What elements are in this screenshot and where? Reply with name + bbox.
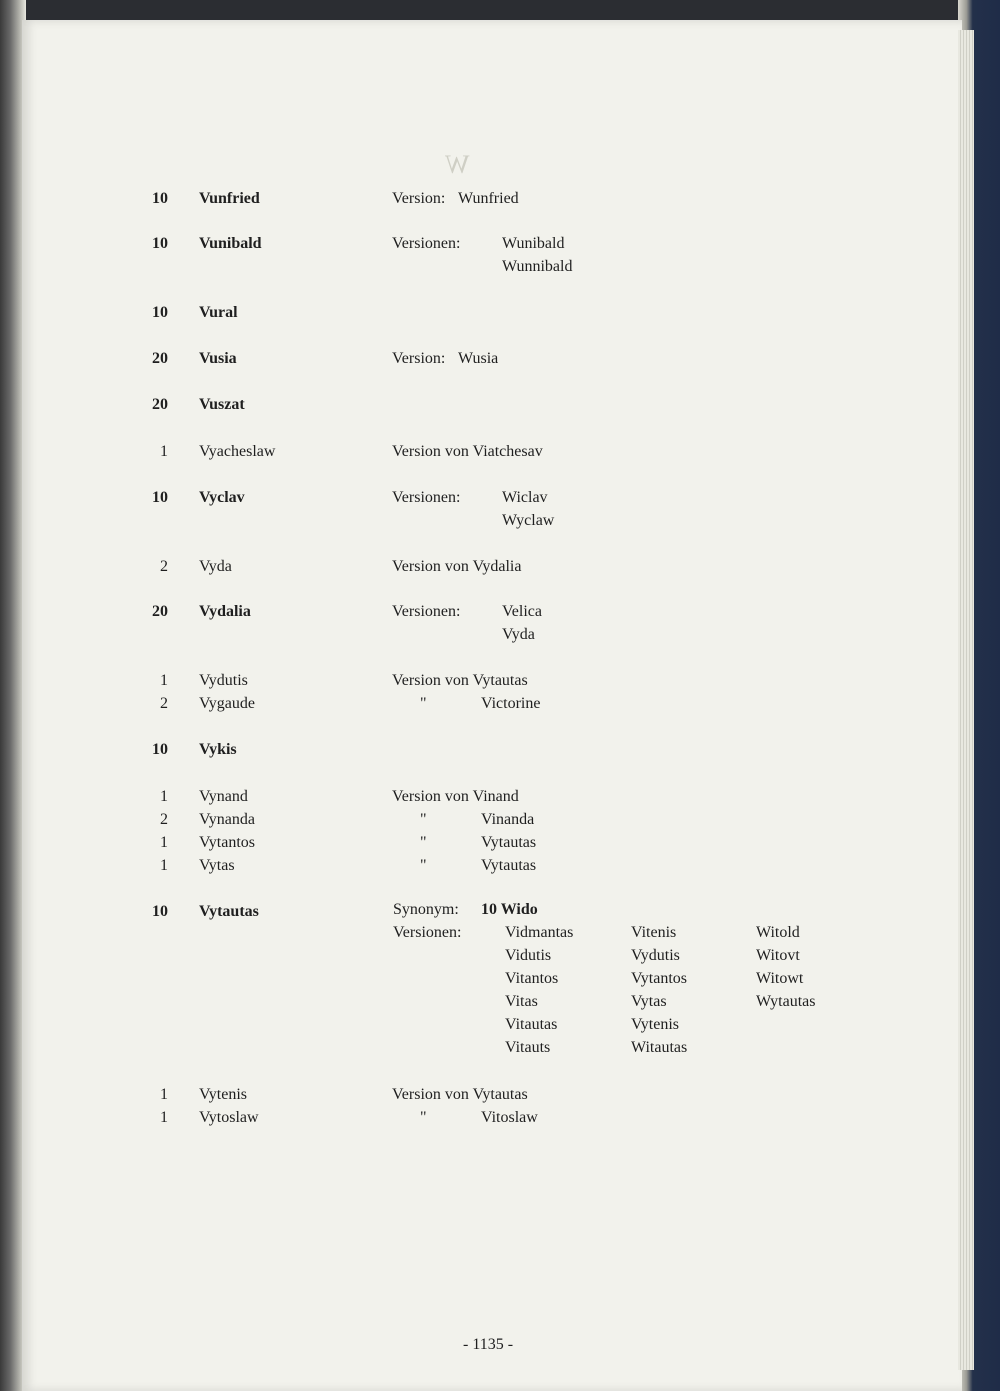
entry-note: Version: [392,350,446,367]
bleed-through-letter: W [445,150,470,179]
synonym-value: 10 Wido [481,901,538,918]
entry-name: Vuszat [199,396,245,413]
versions-label: Versionen: [393,924,462,941]
ditto-mark: " [420,811,427,828]
version-name: Vytenis [631,1016,679,1033]
entry-variant: Wusia [458,350,499,367]
ditto-mark: " [420,857,427,874]
entry-name: Vyda [199,558,232,575]
version-name: Vytantos [631,970,687,987]
entry-count: 2 [160,695,168,712]
synonym-label: Synonym: [393,901,459,918]
entry-note: Version von Vytautas [392,672,528,689]
entry-note: Version: [392,190,446,207]
entry-variant: Wyclaw [502,512,555,529]
entry-name: Vyclav [199,489,245,506]
entry-count: 1 [160,1109,168,1126]
entry-name: Vytas [199,857,235,874]
entry-variant: Wunnibald [502,258,573,275]
entry-variant: Victorine [481,695,541,712]
entry-note: Version von Viatchesav [392,443,543,460]
entry-note: Versionen: [392,603,461,620]
version-name: Witovt [756,947,800,964]
entry-note: Version von Vinand [392,788,519,805]
entry-note: Versionen: [392,489,461,506]
version-name: Vytas [631,993,667,1010]
entry-name: Vygaude [199,695,255,712]
version-name: Witold [756,924,800,941]
version-name: Vitantos [505,970,559,987]
entry-variant: Velica [502,603,542,620]
entry-count: 1 [160,857,168,874]
entry-name: Vural [199,304,238,321]
entry-count: 10 [152,741,168,758]
entry-count: 2 [160,558,168,575]
version-name: Witautas [631,1039,688,1056]
entry-name: Vytautas [199,903,259,920]
entry-note: Version von Vydalia [392,558,522,575]
entry-count: 1 [160,1086,168,1103]
entry-count: 1 [160,834,168,851]
entry-count: 20 [152,396,168,413]
version-name: Vidmantas [505,924,574,941]
entry-count: 1 [160,672,168,689]
entry-name: Vynand [199,788,248,805]
entry-variant: Wiclav [502,489,548,506]
version-name: Vidutis [505,947,552,964]
entry-name: Vunfried [199,190,260,207]
version-name: Vydutis [631,947,680,964]
entry-note: Versionen: [392,235,461,252]
page-edges [958,30,974,1370]
version-name: Vitauts [505,1039,551,1056]
version-name: Wytautas [756,993,816,1010]
version-name: Vitenis [631,924,677,941]
entry-name: Vyacheslaw [199,443,276,460]
entry-name: Vusia [199,350,237,367]
entry-count: 10 [152,190,168,207]
page-number: - 1135 - [463,1336,514,1353]
entry-count: 10 [152,903,168,920]
entry-name: Vytoslaw [199,1109,259,1126]
entry-name: Vydutis [199,672,248,689]
entry-note: Version von Vytautas [392,1086,528,1103]
entry-variant: Vyda [502,626,535,643]
entry-count: 20 [152,350,168,367]
entry-name: Vynanda [199,811,255,828]
ditto-mark: " [420,1109,427,1126]
entry-variant: Vytautas [481,857,537,874]
version-name: Vitas [505,993,538,1010]
entry-count: 20 [152,603,168,620]
ditto-mark: " [420,695,427,712]
entry-count: 10 [152,304,168,321]
entry-name: Vydalia [199,603,251,620]
version-name: Vitautas [505,1016,558,1033]
entry-variant: Vinanda [481,811,535,828]
entry-variant: Wunibald [502,235,565,252]
version-name: Witowt [756,970,804,987]
entry-variant: Wunfried [458,190,519,207]
entry-name: Vytantos [199,834,255,851]
entry-variant: Vitoslaw [481,1109,538,1126]
entry-name: Vykis [199,741,237,758]
entry-name: Vunibald [199,235,262,252]
entry-count: 10 [152,235,168,252]
entry-variant: Vytautas [481,834,537,851]
entry-count: 10 [152,489,168,506]
entry-name: Vytenis [199,1086,247,1103]
entry-count: 1 [160,443,168,460]
ditto-mark: " [420,834,427,851]
entry-count: 1 [160,788,168,805]
entry-count: 2 [160,811,168,828]
